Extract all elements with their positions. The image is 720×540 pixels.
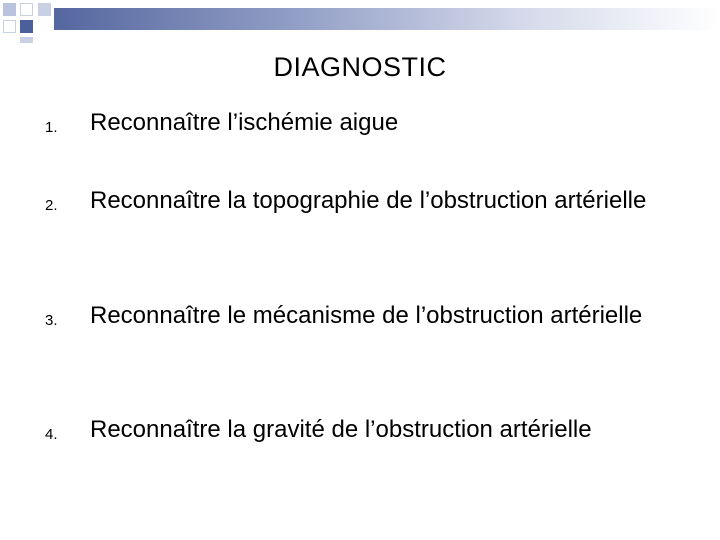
decor-square [20,3,33,16]
decor-square [38,3,51,16]
list-item-text: Reconnaître la topographie de l’obstruction artérielle [90,187,647,214]
decor-square [20,37,33,43]
decor-square [20,20,33,33]
header-gradient-bar [54,8,720,30]
list-item-number: 2. [45,197,58,214]
slide-title: DIAGNOSTIC [273,52,447,82]
list-item-text: Reconnaître la gravité de l’obstruction artérielle [90,416,592,443]
decor-square [3,3,16,16]
list-item-number: 1. [45,119,58,136]
corner-decoration [0,0,60,44]
list-item-text: Reconnaître le mécanisme de l’obstruction artérielle [90,302,643,329]
list-item-text: Reconnaître l’ischémie aigue [90,109,399,136]
list-item-number: 4. [45,426,58,443]
list-item-number: 3. [45,312,58,329]
decor-square [3,20,16,33]
